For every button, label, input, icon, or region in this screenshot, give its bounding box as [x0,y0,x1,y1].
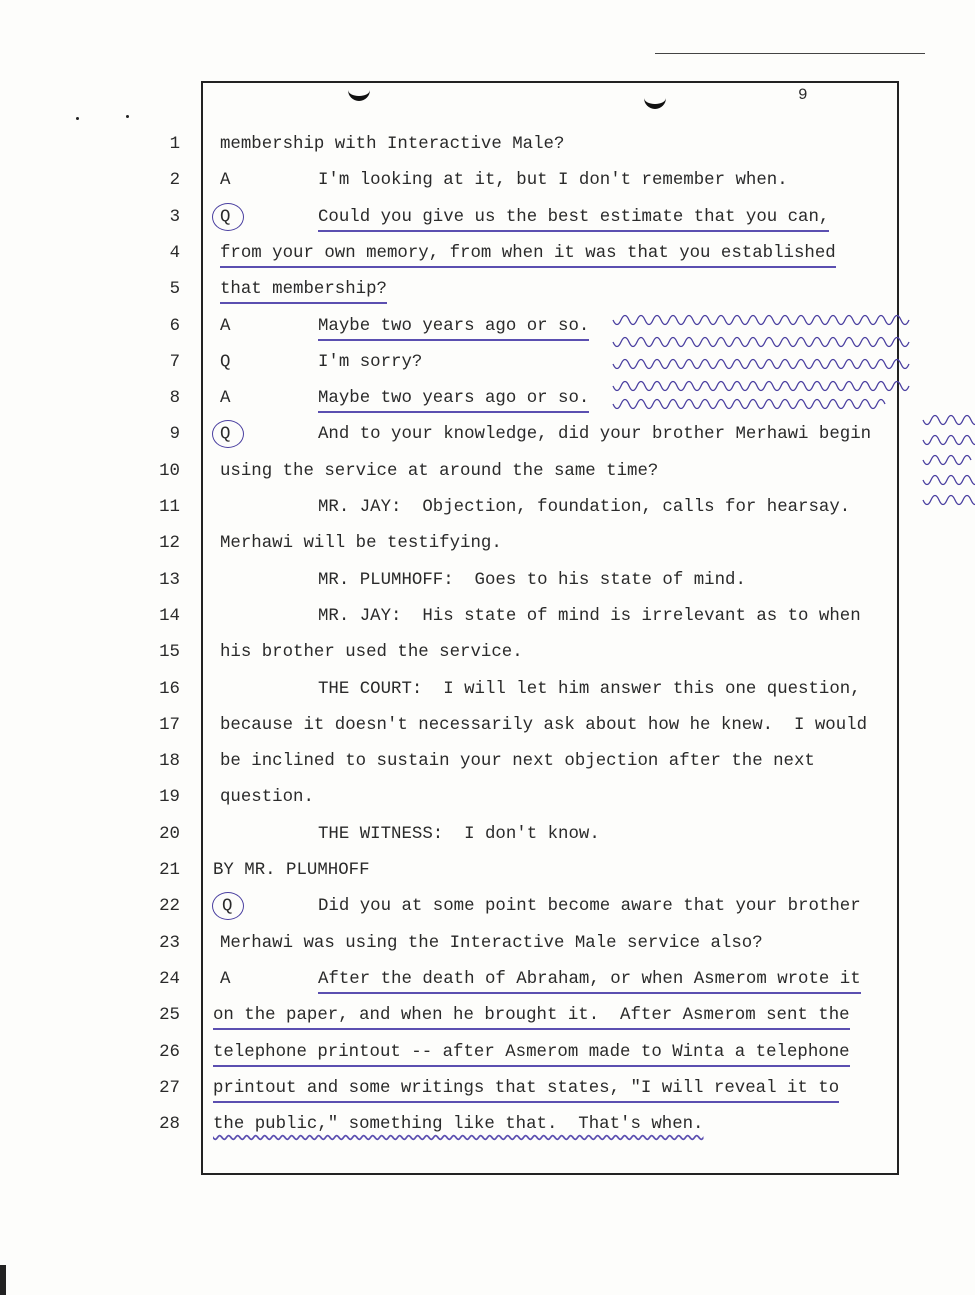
handwriting-stroke [923,436,975,445]
line-text: using the service at around the same time? [220,461,659,481]
line-text: telephone printout -- after Asmerom made to Winta a telephone [213,1043,850,1067]
transcript-line [0,135,975,165]
handwriting-stroke [923,496,975,505]
speaker-label: A [220,969,231,989]
transcript-line [0,970,975,1000]
transcript-line [0,861,975,891]
line-number: 20 [159,824,180,844]
line-text: Maybe two years ago or so. [318,317,589,341]
line-number: 26 [159,1042,180,1062]
line-text: I'm looking at it, but I don't remember when. [318,171,788,191]
line-number: 12 [159,534,180,554]
handwriting-stroke [923,416,975,425]
handwriting-stroke [923,476,975,485]
line-text: on the paper, and when he brought it. After Asmerom sent the [213,1006,850,1030]
transcript-line [0,680,975,710]
handwriting-stroke [613,316,909,325]
line-number: 11 [159,498,180,517]
page-number: 9 [798,86,808,104]
line-text: BY MR. PLUMHOFF [213,861,370,880]
top-rule [655,53,925,54]
speaker-label: Q [220,425,231,445]
scan-speck [76,117,79,120]
line-text: because it doesn't necessarily ask about how he knew. I would [220,715,868,735]
transcript-line [0,788,975,818]
line-text: MR. PLUMHOFF: Goes to his state of mind. [318,570,746,590]
line-text: THE WITNESS: I don't know. [318,824,600,844]
line-number: 22 [159,897,180,917]
transcript-line [0,934,975,964]
transcript-line [0,1043,975,1073]
line-text: Did you at some point become aware that your brother [318,897,861,917]
handwriting-stroke [613,338,909,347]
line-number: 18 [159,752,180,772]
line-number: 3 [169,207,180,227]
line-text: MR. JAY: His state of mind is irrelevant as to when [318,606,861,626]
line-number: 25 [159,1006,180,1026]
line-text: be inclined to sustain your next objection after the next [220,752,815,772]
transcript-line [0,171,975,201]
line-text: Maybe two years ago or so. [318,389,589,413]
line-number: 24 [159,969,180,989]
line-number: 17 [159,715,180,735]
line-number: 5 [169,280,180,300]
line-number: 8 [169,389,180,409]
transcript-line [0,716,975,746]
line-text: printout and some writings that states, "I will reveal it to [213,1079,839,1103]
line-number: 7 [169,352,180,372]
transcript-line [0,643,975,673]
speaker-label: Q [222,897,233,917]
line-text: membership with Interactive Male? [220,135,565,154]
scan-edge [0,1265,6,1295]
line-text: I'm sorry? [318,352,423,372]
handwriting-stroke [923,456,971,465]
transcript-line [0,244,975,274]
line-number: 28 [159,1115,180,1135]
transcript-line [0,208,975,238]
line-number: 14 [159,606,180,626]
line-text: Could you give us the best estimate that you can, [318,208,829,232]
handwritten-margin-notes [603,300,975,540]
scan-speck [126,115,129,118]
handwriting-stroke [613,360,909,369]
handwriting-stroke [613,382,909,391]
line-number: 27 [159,1078,180,1098]
line-number: 1 [169,135,180,154]
speaker-label: A [220,389,231,409]
line-text: question. [220,788,314,808]
transcript-line [0,1006,975,1036]
line-text: Merhawi was using the Interactive Male service also? [220,933,763,953]
speaker-label: A [220,316,231,336]
line-number: 9 [169,425,180,445]
transcript-line [0,825,975,855]
line-text: After the death of Abraham, or when Asmerom wrote it [318,970,861,994]
line-text: that membership? [220,280,387,304]
speaker-label: A [220,171,231,191]
circled-question-mark [212,203,244,231]
line-text: from your own memory, from when it was that you established [220,244,836,268]
line-text: the public," something like that. That's when. [213,1115,704,1135]
line-text: And to your knowledge, did your brother Merhawi begin [318,425,872,445]
line-number: 19 [159,788,180,808]
line-number: 23 [159,933,180,953]
line-number: 6 [169,316,180,336]
line-text: Merhawi will be testifying. [220,534,502,554]
handwriting-stroke [613,400,885,409]
line-number: 13 [159,570,180,590]
line-text: MR. JAY: Objection, foundation, calls for hearsay. [318,498,851,517]
transcript-line [0,752,975,782]
speaker-label: Q [220,207,231,227]
transcript-line [0,607,975,637]
line-number: 4 [169,243,180,263]
line-number: 2 [169,171,180,191]
line-text: his brother used the service. [220,643,523,663]
line-number: 16 [159,679,180,699]
transcript-line [0,1079,975,1109]
transcript-line [0,897,975,927]
transcript-line [0,571,975,601]
line-number: 10 [159,461,180,481]
line-number: 21 [159,861,180,880]
line-text: THE COURT: I will let him answer this one question, [318,679,861,699]
transcript-line [0,1115,975,1145]
speaker-label: Q [220,352,231,372]
line-number: 15 [159,643,180,663]
